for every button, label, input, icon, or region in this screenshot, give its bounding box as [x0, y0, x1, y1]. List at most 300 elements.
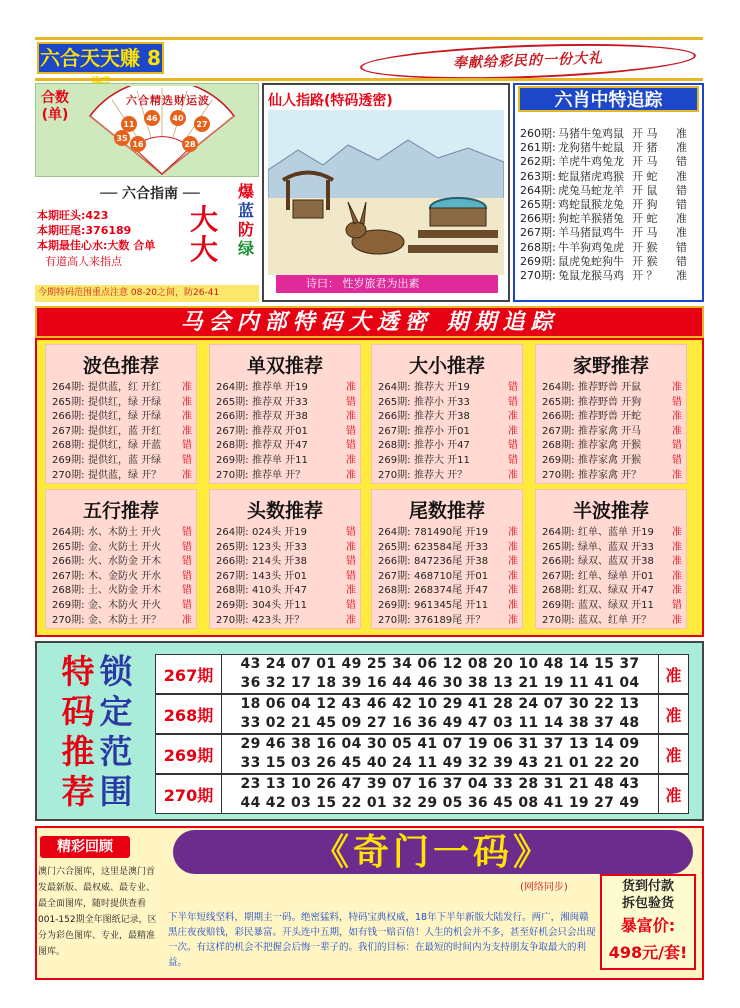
recommend-row-cell: 264期: [542, 382, 575, 393]
recommend-row-cell: 错 [346, 556, 356, 568]
recommend-row-cell: 304头 开11 [252, 599, 307, 611]
lock-numbers-line: 36 32 17 18 39 16 44 46 30 38 13 21 19 11 41 04 [240, 675, 640, 691]
sixiao-cell: 羊虎牛鸡兔龙 [558, 155, 624, 169]
recommend-row [216, 555, 362, 570]
recommend-rows [216, 526, 362, 628]
recommend-row-cell: 264期: [378, 382, 411, 393]
recommend-row [52, 541, 198, 556]
wangwei-line [37, 222, 131, 238]
sixiao-cell: 准 [676, 127, 687, 140]
recommend-rows [216, 381, 362, 483]
recommend-row [378, 570, 524, 585]
lock-char: 推 [61, 732, 95, 771]
sixiao-cell: 开 狗 [632, 197, 658, 211]
recommend-row [216, 439, 362, 454]
recommend-cell [45, 489, 197, 629]
recommend-row-cell: 绿单、蓝双 开33 [578, 541, 654, 553]
sixiao-cell: 准 [676, 268, 687, 282]
recommend-row-cell: 推荐家禽 开猴 [578, 440, 642, 452]
lock-result: 准 [658, 695, 688, 733]
recommend-row-cell: 蓝双、红单 开？ [578, 614, 652, 626]
sixiao-list [520, 127, 702, 283]
price-value: 498元/套! [608, 943, 688, 962]
recommend-row [542, 526, 688, 541]
recommend-row-cell: 推荐大 开38 [414, 411, 470, 423]
recommend-row-cell: 270期: [216, 614, 249, 626]
recommend-row-cell: 提供红，绿 开蓝 [88, 440, 162, 452]
recommend-row-cell: 265期: [542, 541, 575, 553]
recommend-row-cell: 270期: [378, 614, 411, 626]
recommend-row-cell: 推荐野兽 开鼠 [578, 382, 642, 393]
recommend-row-cell: 准 [182, 614, 192, 626]
recommend-row-cell: 准 [346, 541, 356, 553]
range-note: 今期特码范围重点注意 08-20之间，防26-41 [35, 285, 259, 302]
recommend-row-cell: 264期: [52, 382, 85, 393]
sixiao-cell: 开 猴 [632, 254, 658, 268]
recommend-row-cell: 270期: [52, 469, 85, 481]
lock-row [155, 774, 689, 814]
recommend-row-cell: 金、木防土 开？ [88, 614, 162, 626]
sixiao-row [520, 170, 702, 184]
recommend-row-cell: 提供红，蓝 开红 [88, 425, 162, 437]
recommend-row [52, 614, 198, 629]
recommend-rows [542, 381, 688, 483]
recommend-row-cell: 错 [182, 541, 192, 553]
recommend-row [52, 555, 198, 570]
sixiao-row [520, 241, 702, 255]
sixiao-cell: 开 ？ [632, 268, 658, 282]
bao-char-4: 绿 [237, 239, 254, 258]
lock-numbers-line: 43 24 07 01 49 25 34 06 12 08 20 10 48 14 15 37 [240, 656, 640, 672]
recommend-row [216, 570, 362, 585]
lock-numbers [222, 695, 658, 733]
recommend-row-cell: 准 [672, 527, 682, 538]
recommend-row-cell: 推荐野兽 开蛇 [578, 411, 642, 423]
recommend-row-cell: 267期: [542, 425, 575, 437]
recommend-row [378, 614, 524, 629]
recommend-cell [209, 489, 361, 629]
sixiao-cell: 开 马 [632, 127, 658, 140]
sixiao-cell: 错 [676, 254, 687, 268]
recommend-row-cell: 推荐单 开11 [252, 454, 308, 466]
recommend-row-cell: 266期: [378, 556, 411, 568]
recommend-row-cell: 269期: [216, 454, 249, 466]
recommend-row-cell: 错 [346, 440, 356, 452]
recommend-cell-title: 大小推荐 [408, 355, 485, 377]
recommend-row [542, 555, 688, 570]
header-slogan: 奉献给彩民的一份大礼 [360, 39, 697, 84]
lock-numbers-line: 23 13 10 26 47 39 07 16 37 04 33 28 31 21 48 43 [240, 776, 640, 792]
sixiao-row [520, 155, 702, 169]
recommend-row-cell: 推荐家禽 开猴 [578, 454, 642, 466]
lock-char: 定 [99, 692, 133, 731]
recommend-row-cell: 推荐家禽 开？ [578, 469, 642, 481]
recommend-row-cell: 268期: [52, 585, 85, 597]
recommend-row-cell: 准 [508, 411, 518, 423]
sixiao-cell: 错 [676, 240, 687, 254]
recommend-row-cell: 准 [672, 382, 682, 393]
recommend-row [378, 469, 524, 484]
recommend-row [378, 425, 524, 440]
recommend-row-cell: 错 [346, 570, 356, 582]
review-text: 澳门六合图库，这里是澳门首发最新版、最权威、最专业、最全面图库，随时提供查看001-152期全年图纸记录，区分为彩色图库、专业，最精准图库。 [38, 867, 157, 957]
lock-result: 准 [658, 735, 688, 773]
heshu-label: 合数(单) [41, 90, 69, 123]
recommend-row-cell: 提供红，蓝 开绿 [88, 454, 162, 466]
sixiao-cell: 兔鼠龙猴马鸡 [558, 268, 624, 282]
recommend-row-cell: 267期: [216, 425, 249, 437]
recommend-row-cell: 266期: [216, 411, 249, 423]
recommend-row-cell: 265期: [52, 541, 85, 553]
recommend-row-cell: 269期: [378, 599, 411, 611]
recommend-row [216, 410, 362, 425]
lock-char: 荐 [61, 772, 95, 811]
recommend-row [542, 381, 688, 396]
recommend-row-cell: 268期: [378, 585, 411, 597]
recommend-cell-title: 单双推荐 [246, 355, 323, 377]
recommend-row-cell: 准 [346, 469, 356, 481]
recommend-row-cell: 准 [508, 556, 518, 568]
lock-numbers [222, 655, 658, 693]
recommend-row-cell: 266期: [52, 556, 85, 568]
recommend-row-cell: 推荐小 开33 [414, 396, 470, 408]
fan-ball-number: 28 [184, 140, 196, 149]
recommend-row-cell: 错 [672, 599, 682, 611]
recommend-row-cell: 推荐双 开47 [252, 440, 308, 452]
lock-char: 锁 [99, 652, 133, 691]
recommend-row-cell: 269期: [52, 454, 85, 466]
recommend-row-cell: 提供蓝，绿 开？ [88, 469, 162, 481]
sixiao-cell: 260期: [520, 127, 556, 140]
recommend-row-cell: 265期: [216, 541, 249, 553]
sixiao-cell: 264期: [520, 183, 556, 197]
pay-terms [604, 878, 692, 912]
fan-caption: 六合精选财运波 [126, 94, 210, 107]
recommend-row-cell: 蓝双、绿双 开11 [578, 599, 654, 611]
wangtou-line [37, 207, 108, 223]
recommend-row-cell: 推荐双 开33 [252, 396, 308, 408]
recommend-row-cell: 推荐家禽 开马 [578, 425, 642, 437]
recommend-row [52, 570, 198, 585]
recommend-row-cell: 准 [672, 556, 682, 568]
fan-ball-number: 16 [132, 140, 144, 149]
recommend-row-cell: 847236尾 开38 [414, 556, 489, 568]
recommend-row-cell: 266期: [542, 411, 575, 423]
recommend-row [378, 410, 524, 425]
sixiao-row [520, 184, 702, 198]
sixiao-cell: 鸡蛇鼠猴龙兔 [558, 197, 624, 211]
recommend-row-cell: 木、金防火 开水 [88, 570, 162, 582]
recommend-row [52, 410, 198, 425]
header-top-line [35, 37, 703, 40]
price-label: 暴富价: [620, 916, 676, 935]
xianren-poem: 诗曰： 性岁旅君为出素 [276, 275, 498, 293]
recommend-row [216, 599, 362, 614]
recommend-row-cell: 266期: [216, 556, 249, 568]
sixiao-cell: 265期: [520, 197, 556, 211]
recommend-cell [535, 489, 687, 629]
page-title: 六合天天赚 8 [37, 42, 164, 74]
recommend-row-cell: 268374尾 开47 [414, 585, 489, 597]
lock-table [155, 654, 689, 814]
recommend-row [216, 396, 362, 411]
recommend-row [52, 439, 198, 454]
recommend-row-cell: 269期: [542, 454, 575, 466]
lock-result: 准 [658, 655, 688, 693]
sixiao-row [520, 269, 702, 283]
sixiao-cell: 261期: [520, 141, 556, 155]
sixiao-row [520, 127, 702, 141]
recommend-rows [52, 381, 198, 483]
recommend-row [378, 454, 524, 469]
recommend-row-cell: 准 [672, 411, 682, 423]
recommend-row-cell: 265期: [216, 396, 249, 408]
recommend-rows [542, 526, 688, 628]
recommend-row-cell: 错 [508, 454, 518, 466]
recommend-row [52, 381, 198, 396]
recommend-row [542, 439, 688, 454]
recommend-row-cell: 024头 开19 [252, 527, 307, 538]
recommend-cell-title: 尾数推荐 [408, 500, 485, 522]
recommend-row-cell: 火、水防金 开木 [88, 556, 162, 568]
sixiao-row [520, 141, 702, 155]
recommend-row-cell: 推荐双 开01 [252, 425, 308, 437]
recommend-row-cell: 268期: [378, 440, 411, 452]
recommend-row [542, 599, 688, 614]
recommend-row-cell: 准 [508, 570, 518, 582]
recommend-row-cell: 准 [508, 425, 518, 437]
lock-numbers [222, 735, 658, 773]
recommend-row-cell: 270期: [52, 614, 85, 626]
sixiao-cell: 准 [676, 169, 687, 183]
lock-char: 围 [99, 772, 133, 811]
recommend-row-cell: 推荐大 开？ [414, 469, 468, 481]
recommend-row-cell: 269期: [542, 599, 575, 611]
recommend-row-cell: 错 [508, 396, 518, 408]
recommend-row-cell: 错 [182, 570, 192, 582]
sixiao-cell: 263期: [520, 169, 556, 183]
recommend-row [378, 599, 524, 614]
qimen-description: 下半年短线坚料，期期主一码。绝密猛料，特码宝典权威，18年下半年新版大陆发行。两广，湘闽赣黑庄夜夜赔钱，彩民暴富。开头连中五期，如有钱一赔百倍！人生的机会并不多，甚至好机会只会出现一次。有这样的机会不把握会后悔一辈子的。我们的目标：在最短的时间内为支持朋友争取最大的利益。 [168, 912, 596, 968]
recommend-row-cell: 错 [508, 382, 518, 393]
sixiao-cell: 准 [676, 141, 687, 155]
recommend-row [216, 526, 362, 541]
recommend-row-cell: 961345尾 开11 [414, 599, 489, 611]
lock-char: 特 [61, 652, 95, 691]
recommend-cell [45, 344, 197, 484]
lock-char: 范 [99, 732, 133, 771]
recommend-row [378, 555, 524, 570]
recommend-row [216, 425, 362, 440]
sixiao-cell: 错 [676, 155, 687, 169]
recommend-row-cell: 错 [182, 440, 192, 452]
recommend-row-cell: 270期: [216, 469, 249, 481]
bao-char-2: 蓝 [237, 201, 254, 220]
recommend-row-cell: 推荐小 开47 [414, 440, 470, 452]
recommend-row-cell: 准 [508, 469, 518, 481]
recommend-row [52, 454, 198, 469]
qimen-banner: 《奇门一码》 [173, 830, 693, 874]
recommend-row [378, 541, 524, 556]
recommend-row [378, 381, 524, 396]
sixiao-cell: 虎兔马蛇龙羊 [558, 183, 624, 197]
recommend-row-cell: 410头 开47 [252, 585, 307, 597]
wangwei-label: 本期旺尾: [37, 224, 86, 237]
recommend-row-cell: 绿双、蓝双 开38 [578, 556, 654, 568]
header-bottom-line [35, 78, 703, 81]
lock-numbers-line: 18 06 04 12 43 46 42 10 29 41 28 24 07 30 22 13 [240, 696, 640, 712]
recommend-cell-title: 半波推荐 [572, 500, 649, 522]
recommend-row-cell: 准 [508, 614, 518, 626]
recommend-row [52, 599, 198, 614]
sixiao-cell: 狗蛇羊猴猪兔 [558, 212, 624, 226]
recommend-row [542, 584, 688, 599]
recommend-row-cell: 265期: [378, 396, 411, 408]
lock-numbers [222, 775, 658, 813]
lock-char: 码 [61, 692, 95, 731]
lock-period: 270期 [156, 775, 222, 813]
recommend-row [52, 526, 198, 541]
bao-column [235, 182, 257, 258]
recommend-row [542, 541, 688, 556]
recommend-row [378, 396, 524, 411]
network-sync-label: (网络同步) [520, 882, 568, 893]
rabbit-illustration [268, 110, 504, 275]
recommend-row-cell: 准 [182, 396, 192, 408]
recommend-row-cell: 红双、绿双 开47 [578, 585, 654, 597]
recommend-row-cell: 推荐小 开01 [414, 425, 470, 437]
recommend-row-cell: 准 [672, 469, 682, 481]
recommend-row-cell: 错 [346, 599, 356, 611]
recommend-row-cell: 267期: [216, 570, 249, 582]
recommend-row-cell: 264期: [216, 382, 249, 393]
recommend-row-cell: 错 [182, 599, 192, 611]
recommend-row-cell: 推荐大 开19 [414, 382, 470, 393]
recommend-row-cell: 268期: [542, 585, 575, 597]
recommend-row-cell: 准 [182, 425, 192, 437]
wangwei-value: 376189 [85, 224, 132, 237]
lock-numbers-line: 29 46 38 16 04 30 05 41 07 19 06 31 37 13 14 09 [240, 736, 640, 752]
recommend-row-cell: 268期: [216, 440, 249, 452]
recommend-row-cell: 错 [182, 585, 192, 597]
recommend-row-cell: 准 [672, 585, 682, 597]
recommend-row-cell: 准 [672, 570, 682, 582]
recommend-row-cell: 错 [182, 556, 192, 568]
recommend-row-cell: 265期: [52, 396, 85, 408]
recommend-cell-title: 波色推荐 [82, 355, 159, 377]
recommend-cell [535, 344, 687, 484]
sixiao-row [520, 212, 702, 226]
lock-row [155, 654, 689, 694]
recommend-row-cell: 267期: [52, 425, 85, 437]
recommend-cell-title: 头数推荐 [246, 500, 323, 522]
xianren-title: 仙人指路(特码透密) [268, 90, 433, 110]
recommend-row-cell: 准 [508, 527, 518, 538]
sixiao-cell: 鼠虎兔蛇狗牛 [558, 254, 624, 268]
recommend-rows [52, 526, 198, 628]
recommend-row [52, 584, 198, 599]
xinshui-value: 大数 合单 [107, 239, 156, 252]
recommend-row-cell: 266期: [542, 556, 575, 568]
recommend-row-cell: 423头 开？ [252, 614, 305, 626]
sixiao-cell: 269期: [520, 254, 556, 268]
recommend-row-cell: 269期: [216, 599, 249, 611]
macau-banner: 马会内部特码大透密 期期追踪 [35, 306, 704, 338]
recommend-row-cell: 268期: [542, 440, 575, 452]
recommend-row-cell: 错 [672, 396, 682, 408]
recommend-row-cell: 推荐单 开？ [252, 469, 306, 481]
sixiao-row [520, 255, 702, 269]
guide-note: 有道高人来指点 [45, 255, 122, 268]
lock-numbers-line: 44 42 03 15 22 01 32 29 05 36 45 08 41 19 27 49 [240, 795, 640, 811]
recommend-row-cell: 推荐单 开19 [252, 382, 308, 393]
sixiao-cell: 开 蛇 [632, 212, 658, 226]
recommend-row [542, 469, 688, 484]
recommend-row-cell: 468710尾 开01 [414, 570, 489, 582]
recommend-row-cell: 269期: [52, 599, 85, 611]
recommend-row [542, 425, 688, 440]
fan-ball-number: 35 [116, 134, 128, 143]
recommend-row-cell: 264期: [378, 527, 411, 538]
sixiao-cell: 牛羊狗鸡兔虎 [558, 240, 624, 254]
recommend-row-cell: 准 [346, 454, 356, 466]
recommend-row-cell: 266期: [378, 411, 411, 423]
recommend-row-cell: 267期: [378, 425, 411, 437]
recommend-row-cell: 错 [346, 425, 356, 437]
recommend-row-cell: 准 [672, 425, 682, 437]
lock-period: 268期 [156, 695, 222, 733]
recommend-row [52, 469, 198, 484]
sixiao-cell: 开 猴 [632, 240, 658, 254]
wangtou-label: 本期旺头: [37, 209, 86, 222]
recommend-rows [378, 381, 524, 483]
fan-ball-number: 46 [146, 114, 158, 123]
recommend-cell [209, 344, 361, 484]
recommend-row [378, 439, 524, 454]
recommend-row-cell: 准 [346, 614, 356, 626]
recommend-row-cell: 准 [182, 469, 192, 481]
fan-ball-number: 11 [123, 120, 135, 129]
sixiao-cell: 270期: [520, 268, 556, 282]
bao-char-3: 防 [237, 220, 254, 239]
recommend-row-cell: 错 [346, 396, 356, 408]
lock-numbers-line: 33 15 03 26 45 40 24 11 49 32 39 43 21 01 22 20 [240, 755, 640, 771]
sixiao-cell: 266期: [520, 212, 556, 226]
recommend-row-cell: 提供红，绿 开绿 [88, 396, 162, 408]
lock-numbers-line: 33 02 21 45 09 27 16 36 49 47 03 11 14 38 37 48 [240, 715, 640, 731]
recommend-row-cell: 提供红，绿 开绿 [88, 411, 162, 423]
recommend-row-cell: 269期: [378, 454, 411, 466]
dada-mark: 大大 [190, 203, 219, 266]
recommend-cell-title: 五行推荐 [82, 500, 159, 522]
sixiao-cell: 龙狗猪牛蛇鼠 [558, 141, 624, 155]
recommend-row-cell: 准 [346, 411, 356, 423]
lock-result: 准 [658, 775, 688, 813]
sixiao-title: 六肖中特追踪 [518, 86, 699, 112]
recommend-row-cell: 推荐双 开38 [252, 411, 308, 423]
sixiao-cell: 马猪牛兔鸡鼠 [558, 127, 624, 140]
wangtou-value: 423 [85, 209, 109, 222]
sixiao-cell: 268期: [520, 240, 556, 254]
recommend-rows [378, 526, 524, 628]
sixiao-cell: 错 [676, 197, 687, 211]
recommend-row [216, 381, 362, 396]
recommend-row-cell: 金、火防土 开火 [88, 541, 162, 553]
recommend-row-cell: 准 [508, 585, 518, 597]
recommend-row-cell: 214头 开38 [252, 556, 307, 568]
recommend-row [378, 584, 524, 599]
recommend-row [52, 425, 198, 440]
